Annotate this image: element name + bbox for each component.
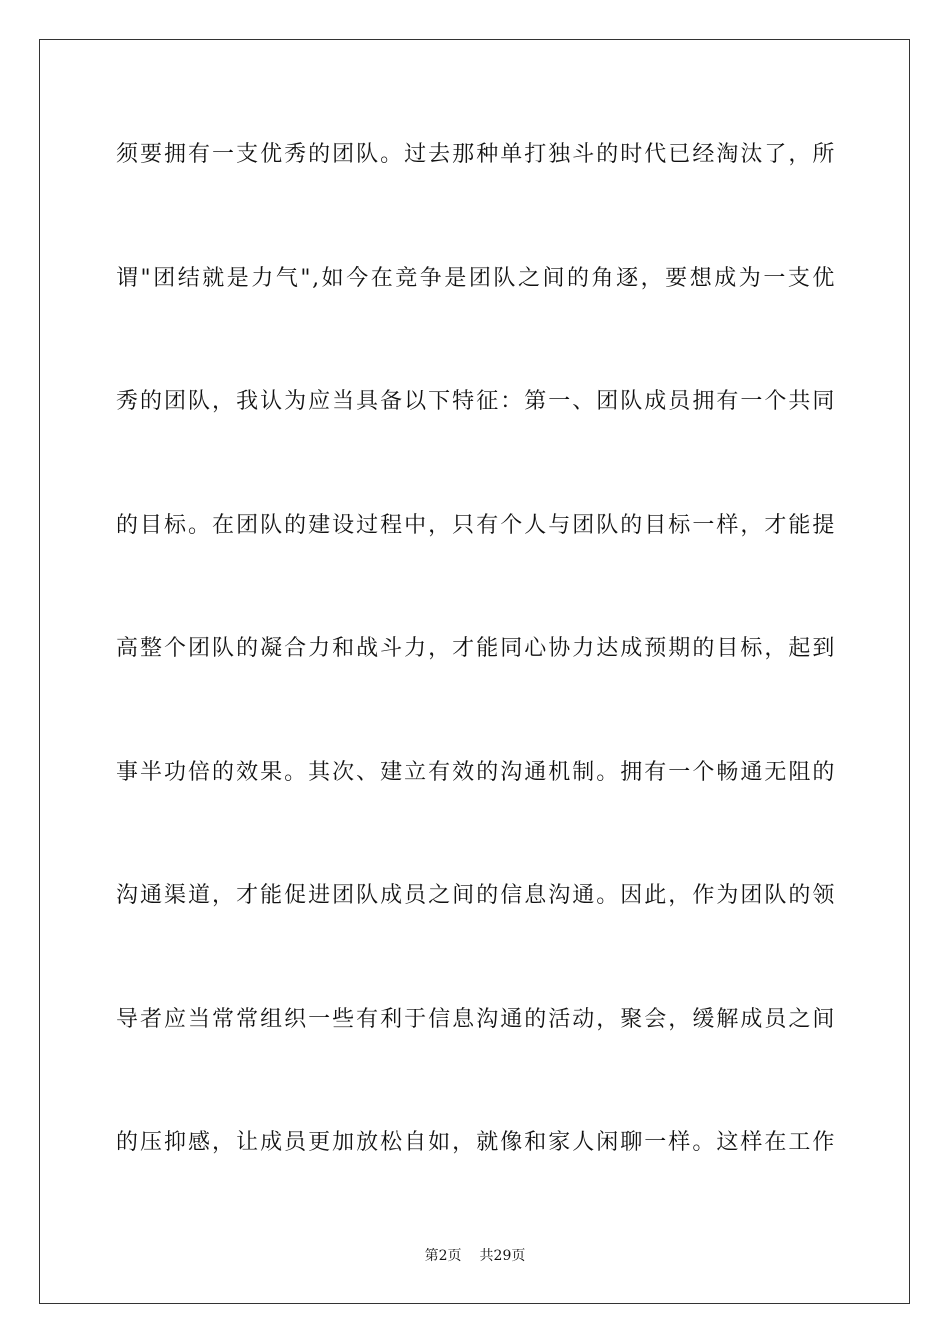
text-line-4: 的目标。在团队的建设过程中，只有个人与团队的目标一样，才能提 [116, 512, 836, 538]
page-number: 第2页 [424, 1248, 462, 1264]
text-line-8: 导者应当常常组织一些有利于信息沟通的活动，聚会，缓解成员之间 [116, 1006, 836, 1032]
text-line-6: 事半功倍的效果。其次、建立有效的沟通机制。拥有一个畅通无阻的 [116, 759, 836, 785]
text-line-9: 的压抑感，让成员更加放松自如，就像和家人闲聊一样。这样在工作 [116, 1130, 836, 1155]
document-body [116, 126, 836, 1238]
text-line-7: 沟通渠道，才能促进团队成员之间的信息沟通。因此，作为团队的领 [116, 883, 836, 908]
page-footer [0, 1245, 950, 1265]
text-line-2: 谓"团结就是力气",如今在竞争是团队之间的角逐，要想成为一支优 [116, 265, 836, 291]
text-line-3: 秀的团队，我认为应当具备以下特征：第一、团队成员拥有一个共同 [116, 389, 836, 414]
text-line-5: 高整个团队的凝合力和战斗力，才能同心协力达成预期的目标，起到 [116, 636, 836, 661]
text-line-1: 须要拥有一支优秀的团队。过去那种单打独斗的时代已经淘汰了，所 [116, 142, 836, 167]
total-pages: 共29页 [479, 1248, 526, 1264]
